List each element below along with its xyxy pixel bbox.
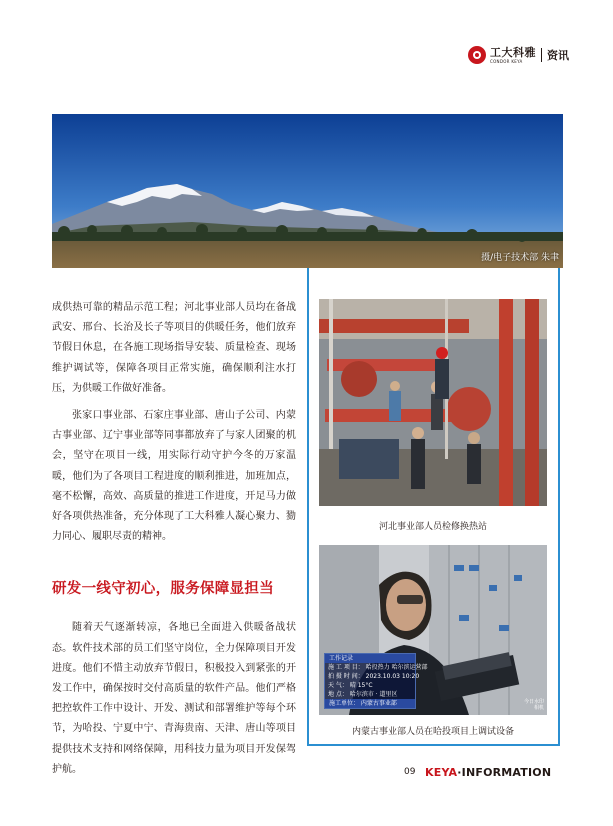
section-label: 资讯 (547, 49, 569, 62)
camera-watermark-line: 今日水印 (523, 699, 544, 705)
watermark-info-box (324, 653, 428, 709)
article-paragraph: 成供热可靠的精品示范工程；河北事业部人员均在备战武安、邢台、长治及长子等项目的供暖任务，他们放弃节假日休息，在各施工现场指导安装、质量检查、现场维护调试等，保障各项目正常实施，确保顺利注水打压，为供暖工作做好准备。 (52, 302, 296, 394)
camera-watermark-line: 相机 (533, 705, 544, 711)
photo-credit: 摄/电子技术部 朱聿 (481, 253, 559, 263)
logo-english-name: CONDOR KEYA (490, 58, 523, 64)
page-header (468, 46, 569, 64)
article-body (52, 298, 296, 780)
header-divider (541, 48, 542, 62)
footer-brand-dot: · (457, 766, 462, 779)
info-box-footer: 施工单位： 内蒙古事业部 (325, 699, 415, 708)
heat-exchange-station-image (319, 299, 547, 506)
footer-brand-name: KEYA (425, 766, 458, 779)
photo-caption: 河北事业部人员检修换热站 (378, 522, 487, 532)
camera-watermark (524, 699, 544, 711)
snow-mountain-landscape (52, 114, 563, 268)
page-number: 09 (404, 767, 416, 777)
hero-photo (52, 114, 563, 268)
logo-chinese-name: 工大科雅 (490, 45, 536, 59)
photo-caption: 内蒙古事业部人员在哈投项目上调试设备 (351, 727, 514, 737)
article-paragraph: 张家口事业部、石家庄事业部、唐山子公司、内蒙古事业部、辽宁事业部等同事都放弃了与家人团聚的机会，坚守在项目一线，用实际行动守护今冬的万家温暖，他们为了各项目工程进度的顺利推进，加班加点，毫不松懈，高效、高质量的推进工作进度，开足马力做好各项供热准备，充分体现了工大科雅人凝心聚力、勠力同心、履职尽责的精神。 (52, 410, 296, 543)
footer-section-name: INFORMATION (461, 766, 552, 779)
info-box-title: 工作记录 (325, 654, 415, 663)
debugging-photo (319, 545, 547, 715)
company-logo-icon (468, 46, 486, 64)
article-paragraph: 随着天气逐渐转凉，各地已全面进入供暖备战状态。软件技术部的员工们坚守岗位，全力保障项目开发进度。他们不惜主动放弃节假日，积极投入到紧张的开发工作中，确保按时交付高质量的软件产品。他们严格把控软件工作中设计、开发、测试和部署维护等每个环节，为哈投、宁夏中宁、青海贵南、天津、唐山等项目提供技术支持和网络保障，用科技力量为项目开发保驾护航。 (52, 622, 296, 775)
info-box-row: 拍 摄 时 间： 2023.10.03 10:20 (328, 673, 420, 680)
footer-brand (425, 766, 551, 779)
info-box-row: 施 工 项 目： 哈投热力 哈尔滨运营部 (328, 664, 428, 671)
company-logo (490, 47, 536, 64)
heat-station-photo (319, 299, 547, 506)
section-heading: 研发一线守初心，服务保障显担当 (52, 581, 274, 598)
page-footer (0, 766, 613, 780)
info-box-row: 天 气： 晴 15°C (328, 682, 373, 689)
info-box-row: 地 点： 哈尔滨市 · 道里区 (328, 691, 398, 698)
